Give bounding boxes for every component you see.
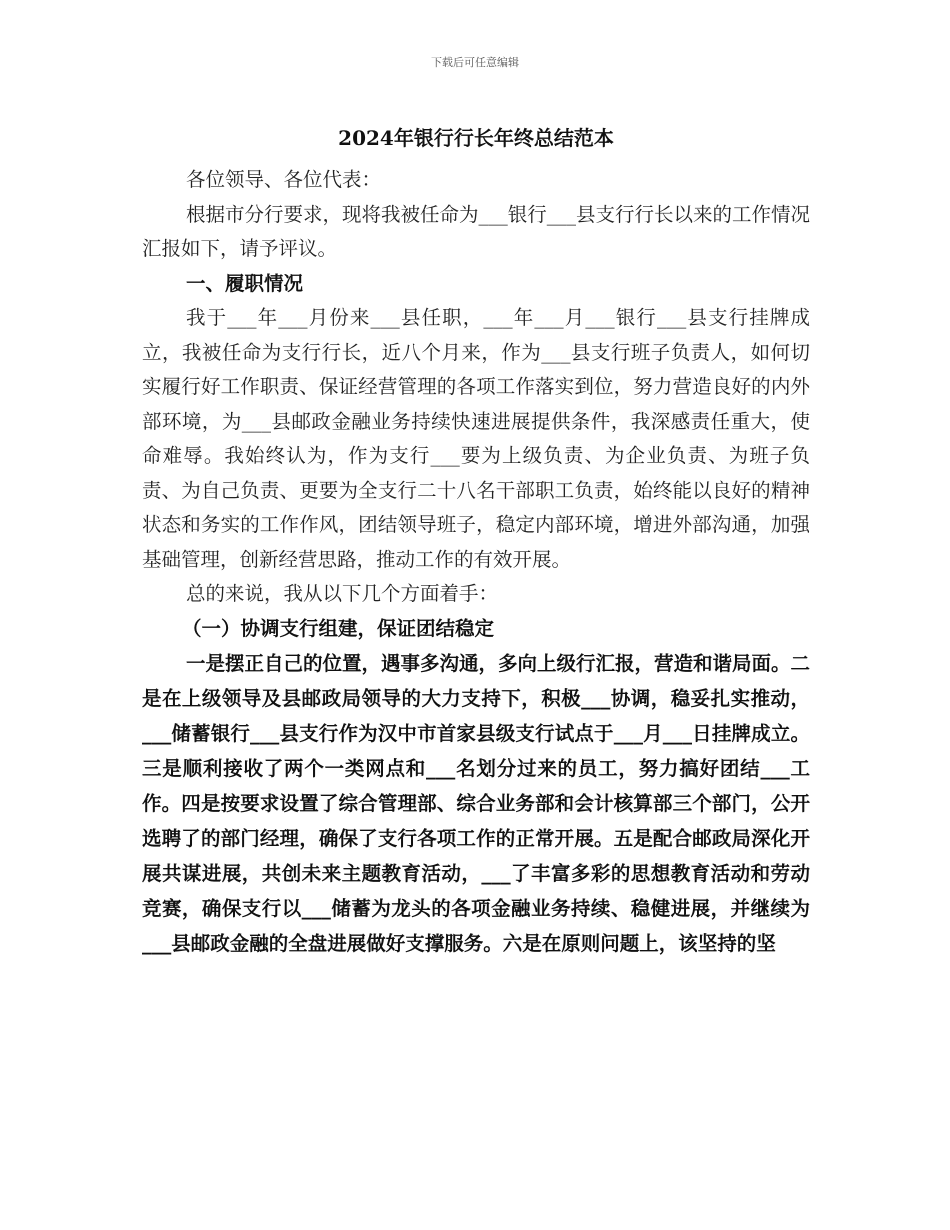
header-note: 下载后可任意编辑 — [431, 56, 519, 69]
section-heading-performance: 一、履职情况 — [186, 271, 304, 295]
overview-paragraph: 总的来说，我从以下几个方面着手： — [186, 582, 499, 605]
subsection-heading-coordination: （一）协调支行组建，保证团结稳定 — [182, 616, 495, 640]
document-body — [142, 122, 810, 961]
subsection-body-coordination: 一是摆正自己的位置，遇事多沟通，多向上级行汇报，营造和谐局面。二是在上级领导及县邮政局领导的大力支持下，积极___协调，稳妥扎实推动，___储蓄银行___县支行作为汉中市首家县级支行试点于___月___日挂牌成立。三是顺利接收了两个一类网点和___名划分过来的员工，努力搞好团结___工作。四是按要求设置了综合管理部、综合业务部和会计核算部三个部门，公开选聘了的部门经理，确保了支行各项工作的正常开展。五是配合邮政局深化开展共谋进展，共创未来主题教育活动，___了丰富多彩的思想教育活动和劳动竞赛，确保支行以___储蓄为龙头的各项金融业务持续、稳健进展，并继续为___县邮政金融的全盘进展做好支撑服务。六是在原则问题上，该坚持的坚 — [142, 652, 811, 955]
intro-paragraph: 根据市分行要求，现将我被任命为___银行___县支行行长以来的工作情况汇报如下，请予评议。 — [142, 202, 811, 260]
greeting-paragraph: 各位领导、各位代表： — [186, 168, 382, 191]
section-body-performance: 我于___年___月份来___县任职，___年___月___银行___县支行挂牌成立，我被任命为支行行长，近八个月来，作为___县支行班子负责人，如何切实履行好工作职责、保证经营管理的各项工作落实到位，努力营造良好的内外部环境，为___县邮政金融业务持续快速进展提供条件，我深感责任重大，使命难辱。我始终认为，作为支行___要为上级负责、为企业负责、为班子负责、为自己负责、更要为全支行二十八名干部职工负责，始终能以良好的精神状态和务实的工作作风，团结领导班子，稳定内部环境，增进外部沟通，加强基础管理，创新经营思路，推动工作的有效开展。 — [142, 306, 810, 571]
document-title: 2024年银行行长年终总结范本 — [338, 126, 614, 150]
